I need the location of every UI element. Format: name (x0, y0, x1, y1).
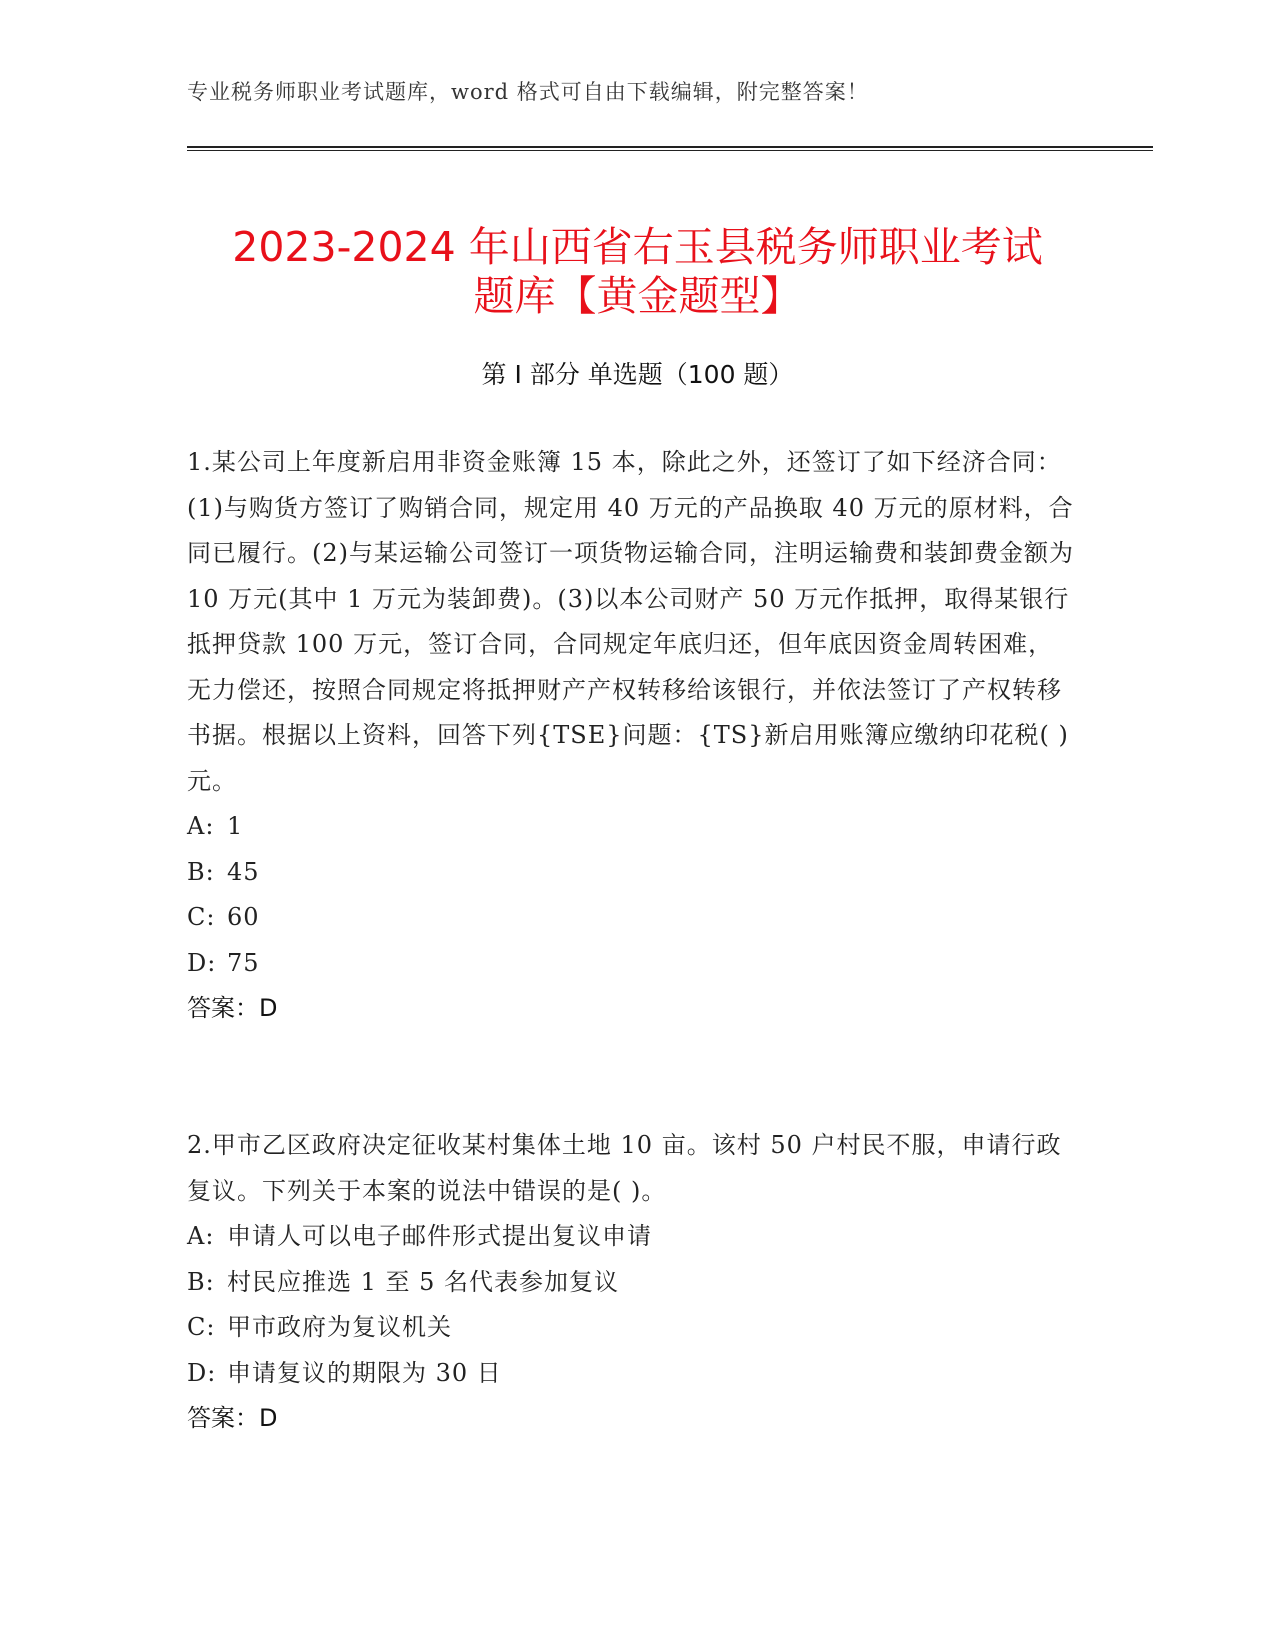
option-letter: D: (187, 1358, 217, 1387)
title-line-2: 题库【黄金题型】 (473, 272, 802, 321)
option-letter: A: (187, 812, 215, 840)
option-letter: D: (187, 948, 217, 977)
document-title (150, 223, 1125, 321)
option-letter: B: (187, 857, 215, 886)
option-a (187, 1214, 1077, 1260)
option-b (187, 1260, 1077, 1306)
section-heading: 第 I 部分 单选题（100 题） (481, 360, 794, 389)
option-c (187, 1305, 1077, 1351)
question-stem: 1.某公司上年度新启用非资金账簿 15 本，除此之外，还签订了如下经济合同：(1)与购货方签订了购销合同，规定用 40 万元的产品换取 40 万元的原材料，合同已履行。(2)与某运输公司签订一项货物运输合同，注明运输费和装卸费金额为 10 万元(其中 1 万元为装卸费)。(3)以本公司财产 50 万元作抵押，取得某银行抵押贷款 100 万元，签订合同，合同规定年底归还，但年底因资金周转困难，无力偿还，按照合同规定将抵押财产产权转移给该银行，并依法签订了产权转移书据。根据以上资料，回答下列{TSE}问题：{TS}新启用账簿应缴纳印花税( )元。 (187, 448, 1074, 795)
question-2 (187, 1123, 1077, 1442)
option-b (187, 850, 1077, 896)
header-note: 专业税务师职业考试题库，word 格式可自由下载编辑，附完整答案！ (187, 80, 869, 104)
option-d (187, 941, 1077, 987)
option-text: 申请人可以电子邮件形式提出复议申请 (227, 1222, 652, 1250)
option-letter: B: (187, 1267, 215, 1296)
option-text: 申请复议的期限为 30 日 (227, 1358, 502, 1387)
option-letter: C: (187, 903, 216, 931)
question-stem: 2.甲市乙区政府决定征收某村集体土地 10 亩。该村 50 户村民不服，申请行政复议。下列关于本案的说法中错误的是( )。 (187, 1131, 1062, 1205)
option-text: 村民应推选 1 至 5 名代表参加复议 (227, 1267, 620, 1296)
option-text: 45 (227, 857, 260, 886)
header-divider (187, 146, 1153, 148)
question-1 (187, 440, 1077, 1032)
option-letter: C: (187, 1313, 216, 1341)
option-c (187, 895, 1077, 941)
option-letter: A: (187, 1222, 215, 1250)
option-text: 1 (227, 812, 244, 840)
answer-line: 答案：D (187, 994, 278, 1022)
option-text: 60 (227, 903, 260, 931)
title-line-1: 2023-2024 年山西省右玉县税务师职业考试 (232, 223, 1043, 272)
option-text: 甲市政府为复议机关 (227, 1313, 452, 1341)
option-text: 75 (227, 948, 260, 977)
answer-line: 答案：D (187, 1404, 278, 1432)
option-d (187, 1351, 1077, 1397)
option-a (187, 804, 1077, 850)
